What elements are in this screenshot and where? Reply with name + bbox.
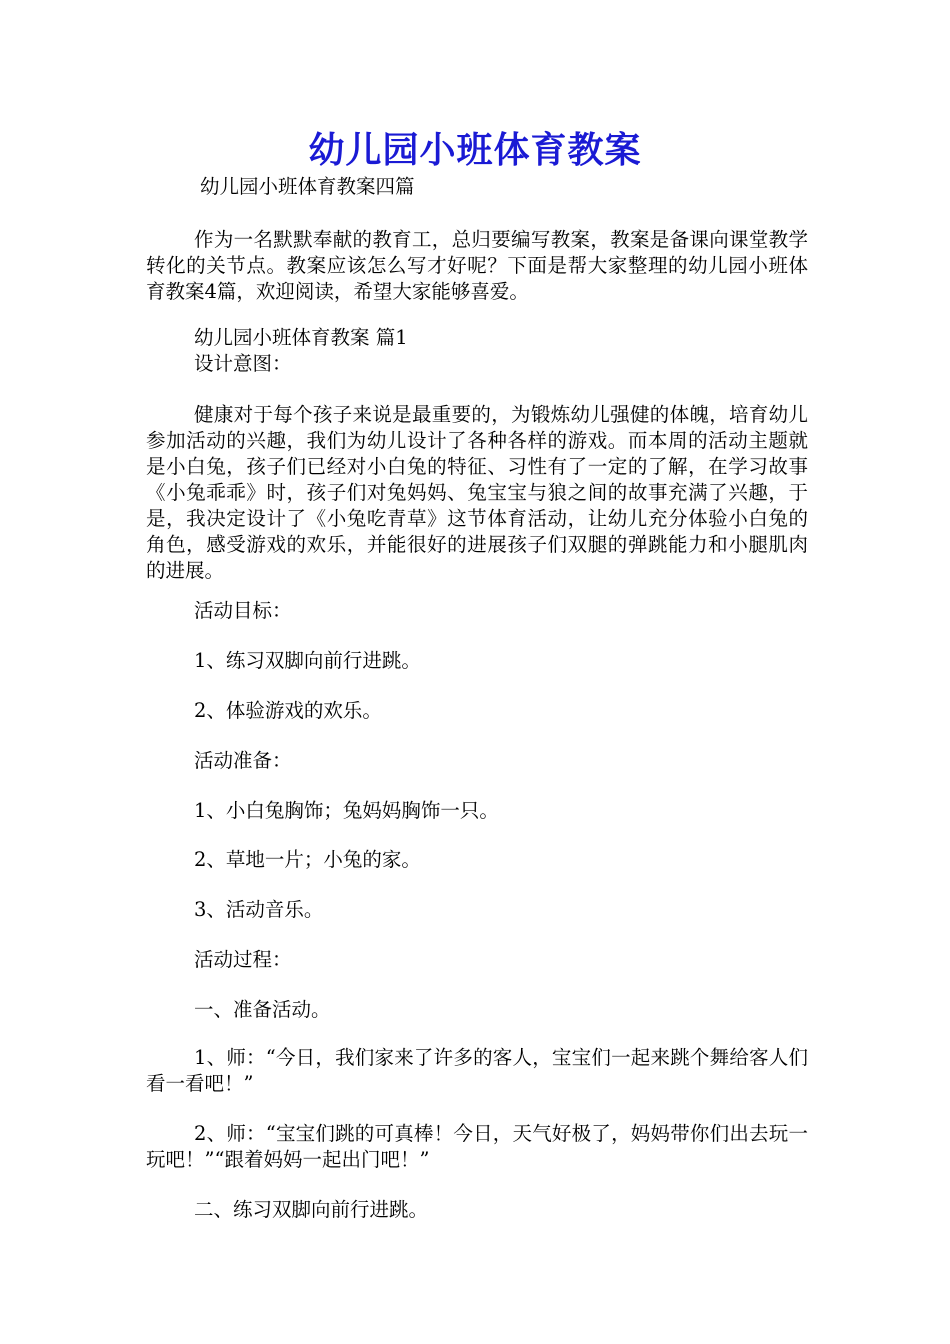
step-1-2-paragraph: 2、师：“宝宝们跳的可真棒！今日，天气好极了，妈妈带你们出去玩一玩吧！”“跟着妈妈一起出门吧！” — [146, 1122, 808, 1171]
prep-item-1: 1、小白兔胸饰；兔妈妈胸饰一只。 — [194, 799, 499, 822]
design-label: 设计意图： — [194, 352, 292, 375]
design-paragraph: 健康对于每个孩子来说是最重要的，为锻炼幼儿强健的体魄，培育幼儿参加活动的兴趣，我们为幼儿设计了各种各样的游戏。而本周的活动主题就是小白兔，孩子们已经对小白兔的特征、习性有了一定的了解，在学习故事《小兔乖乖》时，孩子们对兔妈妈、兔宝宝与狼之间的故事充满了兴趣，于是，我决定设计了《小兔吃青草》这节体育活动，让幼儿充分体验小白兔的角色，感受游戏的欢乐，并能很好的进展孩子们双腿的弹跳能力和小腿肌肉的进展。 — [146, 403, 808, 582]
prep-item-3: 3、活动音乐。 — [194, 898, 324, 921]
step-1: 一、准备活动。 — [194, 998, 331, 1021]
goal-item-2: 2、体验游戏的欢乐。 — [194, 699, 382, 722]
page-title: 幼儿园小班体育教案 — [308, 129, 642, 171]
subtitle: 幼儿园小班体育教案四篇 — [200, 175, 415, 198]
step-1-1-paragraph: 1、师：“今日，我们家来了许多的客人，宝宝们一起来跳个舞给客人们看一看吧！” — [146, 1046, 808, 1095]
prep-label: 活动准备： — [194, 749, 292, 772]
intro-paragraph: 作为一名默默奉献的教育工，总归要编写教案，教案是备课向课堂教学转化的关节点。教案应该怎么写才好呢？下面是帮大家整理的幼儿园小班体育教案4篇，欢迎阅读，希望大家能够喜爱。 — [146, 228, 808, 303]
section-heading: 幼儿园小班体育教案 篇1 — [194, 326, 408, 349]
prep-item-2: 2、草地一片；小兔的家。 — [194, 848, 421, 871]
goal-item-1: 1、练习双脚向前行进跳。 — [194, 649, 421, 672]
goals-label: 活动目标： — [194, 599, 292, 622]
process-label: 活动过程： — [194, 948, 292, 971]
step-2: 二、练习双脚向前行进跳。 — [194, 1198, 429, 1221]
